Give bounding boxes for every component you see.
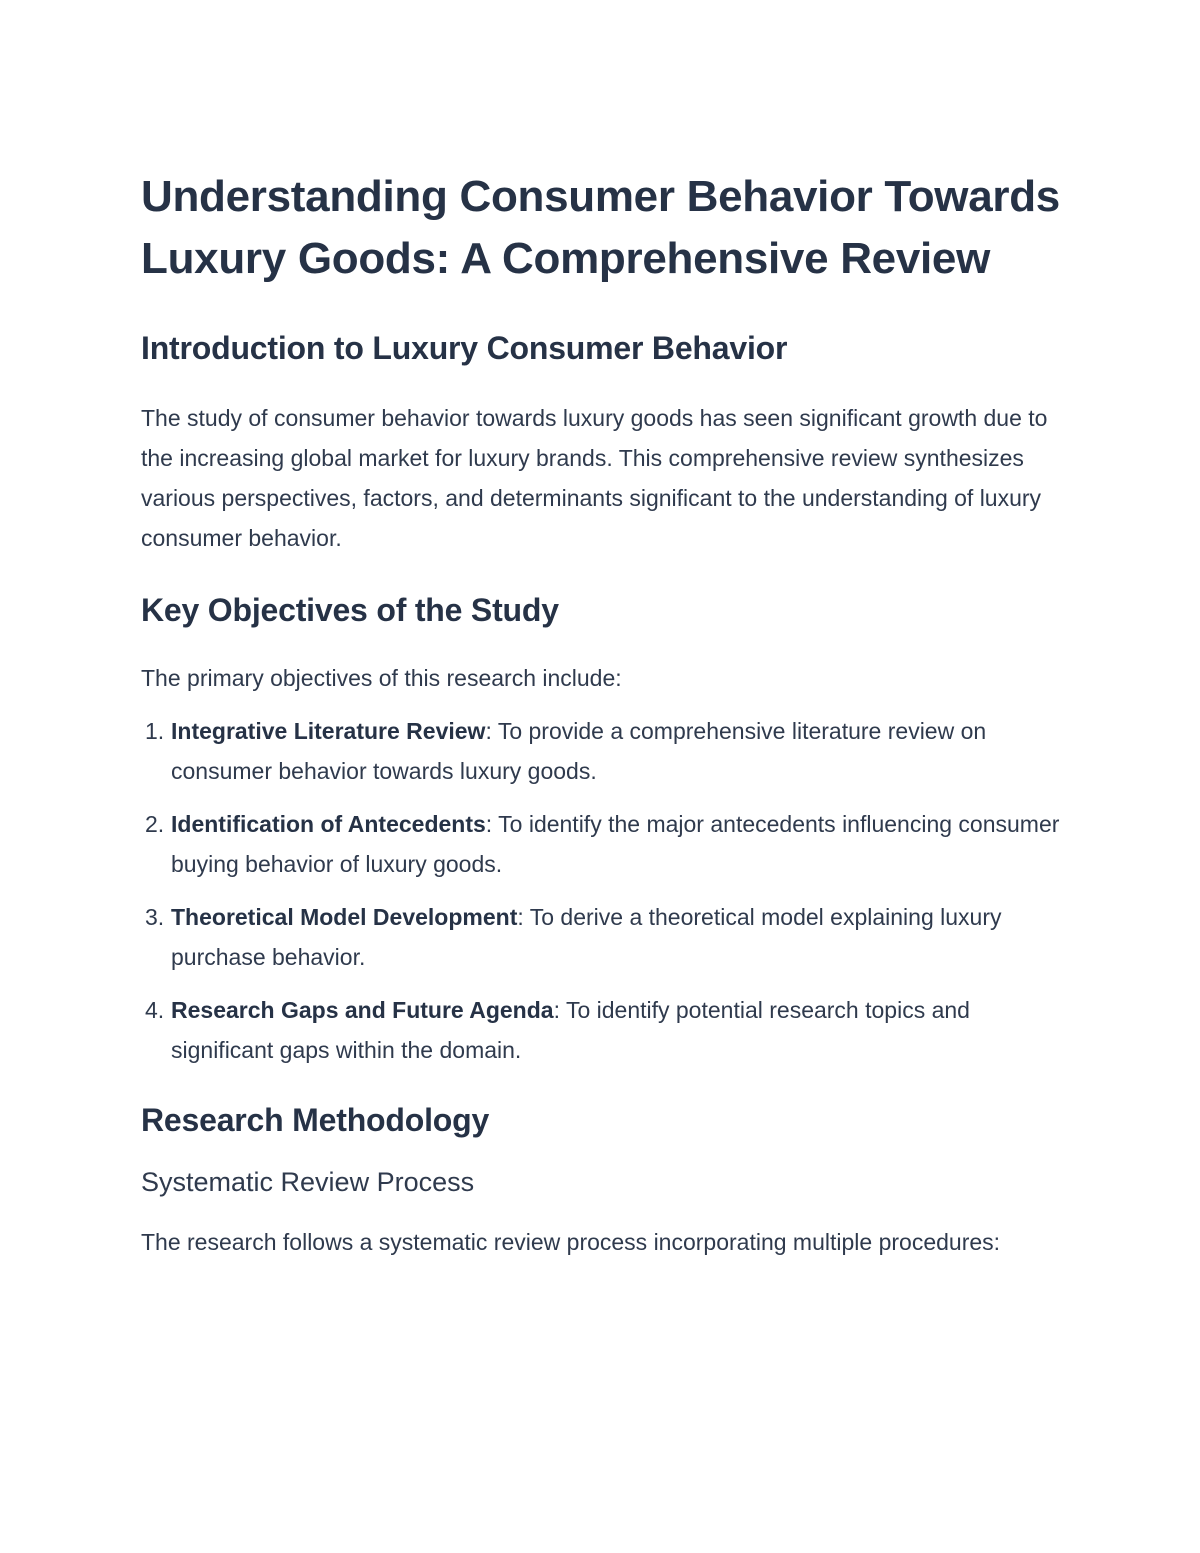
- introduction-paragraph: The study of consumer behavior towards luxury goods has seen significant growth due to the increasing global market for luxury brands. This comprehensive review synthesizes various perspectives, factors, and determinants significant to the understanding of luxury consumer behavior.: [141, 405, 1048, 551]
- list-item-term: Identification of Antecedents: [171, 811, 486, 837]
- list-item: [141, 897, 1071, 977]
- document-title: Understanding Consumer Behavior Towards Luxury Goods: A Comprehensive Review: [141, 172, 1060, 283]
- list-item-text: : To provide a comprehensive literature review on consumer behavior towards luxury goods.: [171, 718, 987, 784]
- list-item-term: Theoretical Model Development: [171, 904, 518, 930]
- list-item-number: 1.: [145, 718, 165, 744]
- subsection-heading-systematic-review: Systematic Review Process: [141, 1167, 475, 1197]
- list-item: [141, 990, 1071, 1070]
- list-item-text: : To identify potential research topics and significant gaps within the domain.: [171, 997, 970, 1063]
- section-heading-introduction: Introduction to Luxury Consumer Behavior: [141, 330, 788, 366]
- list-item-number: 3.: [145, 904, 165, 930]
- list-item: [141, 711, 1071, 791]
- objectives-list: [141, 711, 1071, 1070]
- objectives-intro-paragraph: The primary objectives of this research include:: [141, 665, 622, 691]
- list-item-term: Research Gaps and Future Agenda: [171, 997, 554, 1023]
- section-heading-objectives: Key Objectives of the Study: [141, 592, 559, 628]
- list-item-text: : To derive a theoretical model explaining luxury purchase behavior.: [171, 904, 1002, 970]
- list-item-term: Integrative Literature Review: [171, 718, 486, 744]
- methodology-paragraph: The research follows a systematic review process incorporating multiple procedures:: [141, 1229, 1001, 1255]
- list-item-text: : To identify the major antecedents influencing consumer buying behavior of luxury goods.: [171, 811, 1060, 877]
- document-page: [141, 166, 1071, 1262]
- list-item: [141, 804, 1071, 884]
- list-item-number: 2.: [145, 811, 165, 837]
- list-item-number: 4.: [145, 997, 165, 1023]
- section-heading-methodology: Research Methodology: [141, 1102, 490, 1138]
